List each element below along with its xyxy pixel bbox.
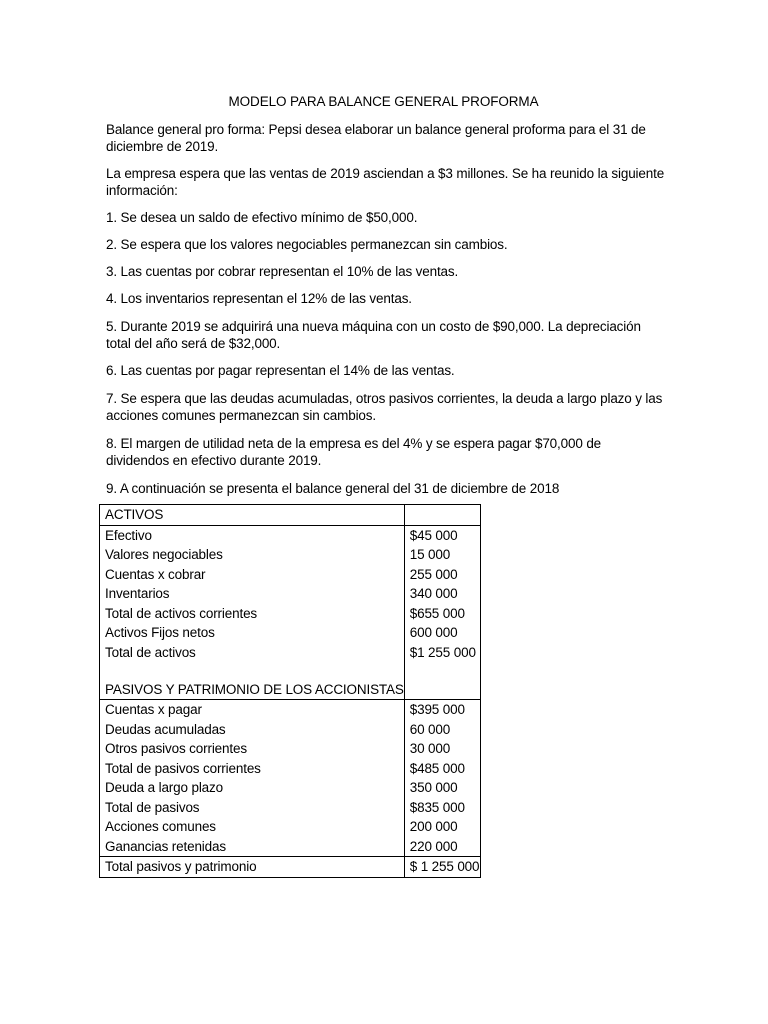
row-value: 255 000 (404, 565, 480, 585)
paragraph-item-2: 2. Se espera que los valores negociables permanezcan sin cambios. (106, 237, 508, 252)
row-label: Deuda a largo plazo (100, 778, 405, 798)
paragraph-item-3: 3. Las cuentas por cobrar representan el 10% de las ventas. (106, 264, 459, 279)
paragraph-item-7: 7. Se espera que las deudas acumuladas, otros pasivos corrientes, la deuda a largo plazo y las acciones comunes permanezcan sin cambios. (106, 391, 663, 423)
paragraph-sales: La empresa espera que las ventas de 2019 asciendan a $3 millones. Se ha reunido la siguiente información: (106, 166, 665, 198)
table-row (100, 623, 481, 643)
row-value: 600 000 (404, 623, 480, 643)
row-label: Cuentas x pagar (100, 700, 405, 720)
document-title: MODELO PARA BALANCE GENERAL PROFORMA (228, 94, 539, 109)
table-row (100, 798, 481, 818)
row-value: 30 000 (404, 739, 480, 759)
row-label: Valores negociables (100, 545, 405, 565)
row-label: Inventarios (100, 584, 405, 604)
row-label: Total de pasivos (100, 798, 405, 818)
row-label: Activos Fijos netos (100, 623, 405, 643)
table-row (100, 545, 481, 565)
row-value: 220 000 (404, 837, 480, 857)
table-row (100, 759, 481, 779)
row-label: Efectivo (100, 525, 405, 545)
table-row (100, 604, 481, 624)
row-value: $395 000 (404, 700, 480, 720)
paragraph-item-1: 1. Se desea un saldo de efectivo mínimo de $50,000. (106, 210, 418, 225)
table-row (100, 525, 481, 545)
row-value: 350 000 (404, 778, 480, 798)
table-row (100, 700, 481, 720)
balance-sheet-table (99, 504, 481, 878)
paragraph-item-5: 5. Durante 2019 se adquirirá una nueva máquina con un costo de $90,000. La depreciación total del año será de $32,000. (106, 319, 641, 351)
table-row (100, 817, 481, 837)
table-row (100, 837, 481, 857)
row-value: $485 000 (404, 759, 480, 779)
row-value: $835 000 (404, 798, 480, 818)
row-value: $45 000 (404, 525, 480, 545)
row-label: Total de activos corrientes (100, 604, 405, 624)
row-value: $ 1 255 000 (404, 857, 480, 878)
table-header-row (100, 662, 481, 700)
row-label: Deudas acumuladas (100, 720, 405, 740)
table-row (100, 739, 481, 759)
row-value: 340 000 (404, 584, 480, 604)
paragraph-item-4: 4. Los inventarios representan el 12% de las ventas. (106, 291, 412, 306)
paragraph-item-6: 6. Las cuentas por pagar representan el 14% de las ventas. (106, 363, 455, 378)
row-label: Total de activos (100, 643, 405, 663)
activos-header: ACTIVOS (100, 505, 405, 526)
table-row (100, 778, 481, 798)
row-label: Cuentas x cobrar (100, 565, 405, 585)
paragraph-item-9: 9. A continuación se presenta el balance general del 31 de diciembre de 2018 (106, 481, 560, 496)
row-label: Total de pasivos corrientes (100, 759, 405, 779)
table-header-row (100, 505, 481, 526)
paragraph-item-8: 8. El margen de utilidad neta de la empresa es del 4% y se espera pagar $70,000 de dividendos en efectivo durante 2019. (106, 436, 602, 468)
row-value: $655 000 (404, 604, 480, 624)
table-row (100, 720, 481, 740)
table-row (100, 584, 481, 604)
row-value: 15 000 (404, 545, 480, 565)
table-row (100, 643, 481, 663)
pasivos-header: PASIVOS Y PATRIMONIO DE LOS ACCIONISTAS (100, 662, 405, 700)
paragraph-intro: Balance general pro forma: Pepsi desea elaborar un balance general proforma para el 31 de diciembre de 2019. (106, 122, 646, 154)
row-label: Otros pasivos corrientes (100, 739, 405, 759)
row-label: Total pasivos y patrimonio (100, 857, 405, 878)
row-value: $1 255 000 (404, 643, 480, 663)
row-value: 200 000 (404, 817, 480, 837)
row-value: 60 000 (404, 720, 480, 740)
row-label: Ganancias retenidas (100, 837, 405, 857)
table-row (100, 857, 481, 878)
row-label: Acciones comunes (100, 817, 405, 837)
table-row (100, 565, 481, 585)
